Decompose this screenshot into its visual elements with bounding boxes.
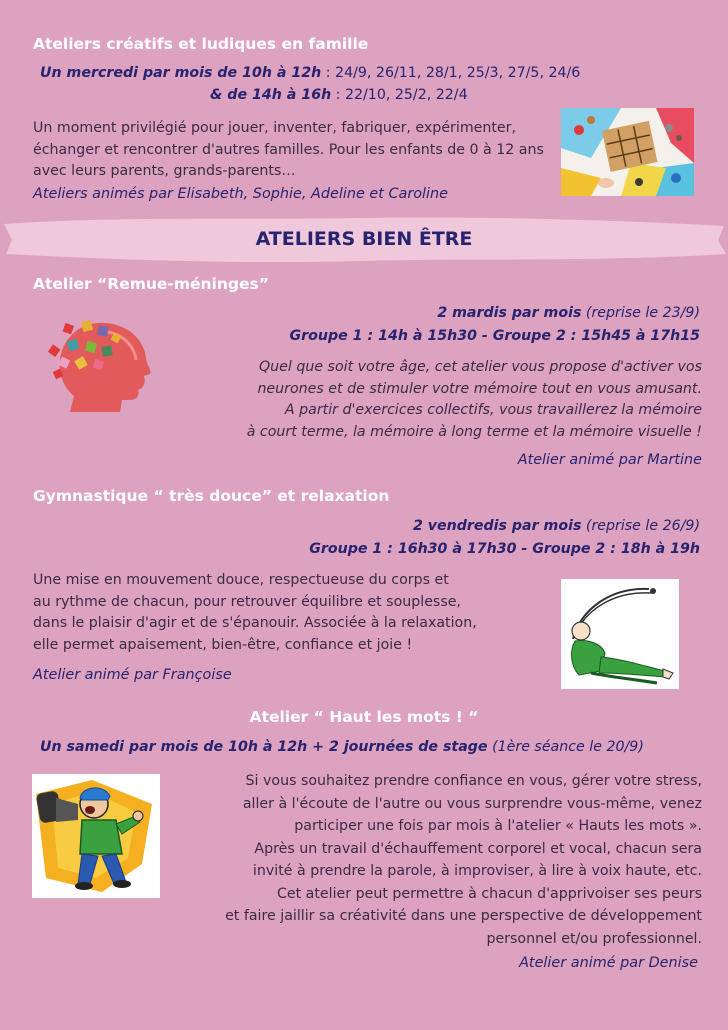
mots-schedule-first-session: (1ère séance le 20/9)	[487, 739, 644, 755]
gym-body-line: elle permet apaisement, bien-être, confiance et joie !	[33, 636, 413, 653]
family-schedule-dates-2: : 22/10, 25/2, 22/4	[331, 87, 468, 103]
mots-body-line: participer une fois par mois à l'atelier « Hauts les mots ».	[294, 818, 702, 834]
remue-schedule-groups: Groupe 1 : 14h à 15h30 - Groupe 2 : 15h45 à 17h15	[289, 328, 700, 344]
mots-body-line: invité à prendre la parole, à improviser, à lire à voix haute, etc.	[252, 863, 702, 879]
mots-schedule-bold: Un samedi par mois de 10h à 12h + 2 journées de stage	[40, 739, 488, 755]
gym-schedule-groups: Groupe 1 : 16h30 à 17h30 - Groupe 2 : 18h à 19h	[309, 541, 700, 557]
stretching-figure-illustration	[561, 579, 679, 689]
banner-title: ATELIERS BIEN ÊTRE	[255, 228, 473, 250]
mots-body-line: et faire jaillir sa créativité dans une perspective de développement	[225, 908, 702, 924]
gym-description	[33, 570, 533, 656]
remue-credit: Atelier animé par Martine	[517, 452, 702, 468]
family-body-line: échanger et rencontrer d'autres familles. Pour les enfants de 0 à 12 ans	[33, 141, 544, 158]
family-schedule-line2	[210, 87, 468, 103]
remue-schedule-reprise: (reprise le 23/9)	[581, 305, 700, 321]
gym-body-line: Une mise en mouvement douce, respectueuse du corps et	[33, 572, 449, 588]
gym-schedule-line1	[413, 518, 700, 534]
gym-body-line: au rythme de chacun, pour retrouver équilibre et souplesse,	[33, 593, 461, 610]
mots-body-line: Après un travail d'échauffement corporel et vocal, chacun sera	[254, 840, 702, 857]
crafts-photo	[561, 108, 694, 196]
gym-credit: Atelier animé par Françoise	[33, 667, 232, 683]
remue-body-line: à court terme, la mémoire à long terme et la mémoire visuelle !	[246, 423, 702, 440]
mots-body-line: Cet atelier peut permettre à chacun d'apprivoiser ses peurs	[276, 885, 702, 902]
mots-credit: Atelier animé par Denise	[519, 955, 698, 971]
head-puzzle-illustration	[46, 318, 158, 413]
remue-description	[182, 357, 702, 443]
family-credit: Ateliers animés par Elisabeth, Sophie, Adeline et Caroline	[33, 186, 449, 202]
family-description	[33, 118, 558, 183]
family-schedule-bold-2: & de 14h à 16h	[210, 87, 332, 103]
megaphone-man-illustration	[32, 774, 160, 898]
mots-description	[162, 770, 702, 950]
family-schedule-dates-1: : 24/9, 26/11, 28/1, 25/3, 27/5, 24/6	[321, 65, 581, 81]
remue-body-line: Quel que soit votre âge, cet atelier vous propose d'activer vos	[258, 359, 702, 375]
family-heading: Ateliers créatifs et ludiques en famille	[33, 35, 369, 53]
family-schedule-line1	[40, 65, 580, 81]
gym-schedule-bold: 2 vendredis par mois	[412, 518, 582, 534]
remue-body-line: neurones et de stimuler votre mémoire tout en vous amusant.	[257, 380, 702, 397]
mots-body-line: aller à l'écoute de l'autre ou vous surprendre vous-même, venez	[242, 795, 702, 812]
mots-body-line: personnel et/ou professionnel.	[486, 930, 702, 947]
gym-heading: Gymnastique “ très douce” et relaxation	[33, 487, 390, 505]
remue-schedule-bold: 2 mardis par mois	[437, 305, 582, 321]
gym-schedule-reprise: (reprise le 26/9)	[581, 518, 700, 534]
mots-schedule-line	[40, 739, 644, 755]
family-schedule-bold-1: Un mercredi par mois de 10h à 12h	[40, 65, 322, 81]
remue-heading: Atelier “Remue-méninges”	[33, 275, 269, 293]
mots-body-line: Si vous souhaitez prendre confiance en vous, gérer votre stress,	[245, 773, 702, 789]
remue-schedule-line1	[437, 305, 700, 321]
mots-heading: Atelier “ Haut les mots ! “	[249, 708, 479, 726]
gym-body-line: dans le plaisir d'agir et de s'épanouir. Associée à la relaxation,	[33, 615, 477, 631]
remue-body-line: A partir d'exercices collectifs, vous travaillerez la mémoire	[284, 402, 702, 418]
family-body-line: avec leurs parents, grands-parents…	[33, 163, 296, 179]
family-body-line: Un moment privilégié pour jouer, inventer, fabriquer, expérimenter,	[33, 120, 516, 136]
